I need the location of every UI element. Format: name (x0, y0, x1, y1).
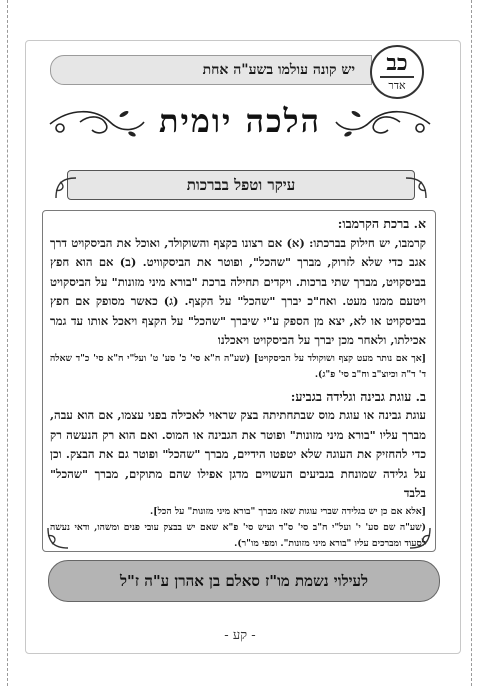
corner-ornament-icon (408, 526, 432, 550)
section-a-text: קרמבו, יש חילוק בברכתו: (א) אם רצונו בקצף והשוקולד, ואוכל את הביסקויט דרך אגב כדי שלא לזרוק, מברך "שהכל", ופוטר את הביסקוויט. (ב) אם הוא חפץ בביסקויט, מברך שתי ברכות. ויקדים תחילה ברכת "בורא מיני מזונות" על הביסקויט ויטעם ממנו מעט. ואח"כ יברך "שהכל" על הקצף. (ג) כאשר מסופק אם חפץ בביסקויט או לא, יצא מן הספק ע"י שיברך "שהכל" על הקצף ויאכל אותו עד גמר אכילתו, ולאחר מכן יברך על הביסקויט ויאכלנו (50, 235, 426, 347)
date-badge (370, 45, 424, 99)
topic-header (67, 170, 413, 204)
page-title: הלכה יומית (158, 102, 321, 140)
right-cut-line (471, 0, 472, 686)
section-a-heading: א. ברכת הקרמבו: (337, 216, 426, 231)
topic-title: עיקר וטפל בברכות (186, 175, 296, 194)
section-b-heading: ב. עוגת גבינה וגלידה בגביע: (290, 388, 426, 404)
header-subtitle: יש קונה עולמו בשע"ה אחת (202, 61, 355, 78)
date-badge-number: כב (386, 50, 408, 76)
dedication-banner (48, 560, 440, 602)
date-badge-divider (380, 76, 414, 78)
date-badge-month: אדר (388, 79, 406, 92)
corner-ornament-icon (46, 526, 70, 550)
section-b-text: עוגת גבינה או עוגת מוס שבתחתיתה בצק שראוי לאכילה בפני עצמו, אם הוא עבה, מברך עליו "בורא מיני מזונות" ופוטר את הגבינה או המוס. ואם הוא רק הנעשה רק כדי להחזיק את העוגה שלא יטפטו הידיים, מברך "שהכל" ופוטר גם את הבצק. וכן על גלידה שמונחת בגביעים העשויים מדגן אפילו שהם מתוקים, מברך "שהכל" בלבד (50, 408, 426, 500)
corner-ornament-icon (52, 176, 78, 202)
dedication-text: לעילוי נשמת מו"ז סאלם בן אהרן ע"ה ז"ל (119, 571, 369, 590)
section-b-note: [אלא אם כן יש בגלידה שברי עוגות שאז מברך "בורא מיני מזונות" על הכל]. (150, 505, 426, 517)
topic-label-box (67, 170, 415, 200)
page-number: - קע - (224, 628, 256, 643)
title-area (40, 100, 440, 146)
header-bar (50, 55, 372, 85)
section-a-note: [אך אם נותר מעט קצף ושוקולד על הביסקויט] (שע"ה ח"א סי' כ' סע' ט' ועל"י ח"א סי' כ"ד שאלה ד' ד"ה וכיוצ"ב וח"ב סי' פ"ג). (50, 352, 426, 380)
section-b-source: (שע"ה שם סע' י' ועל"י ח"ב סי' ס"ד ועיש סי' פ"א שאם יש בבצק עובי פנים ומשהו, ודאי נעשה לסעוד ומברכים עליו "בורא מיני מזונות". ומפי מו"ר). (50, 521, 426, 549)
corner-ornament-icon (404, 176, 430, 202)
body-text (50, 214, 426, 552)
left-cut-line (7, 0, 8, 686)
